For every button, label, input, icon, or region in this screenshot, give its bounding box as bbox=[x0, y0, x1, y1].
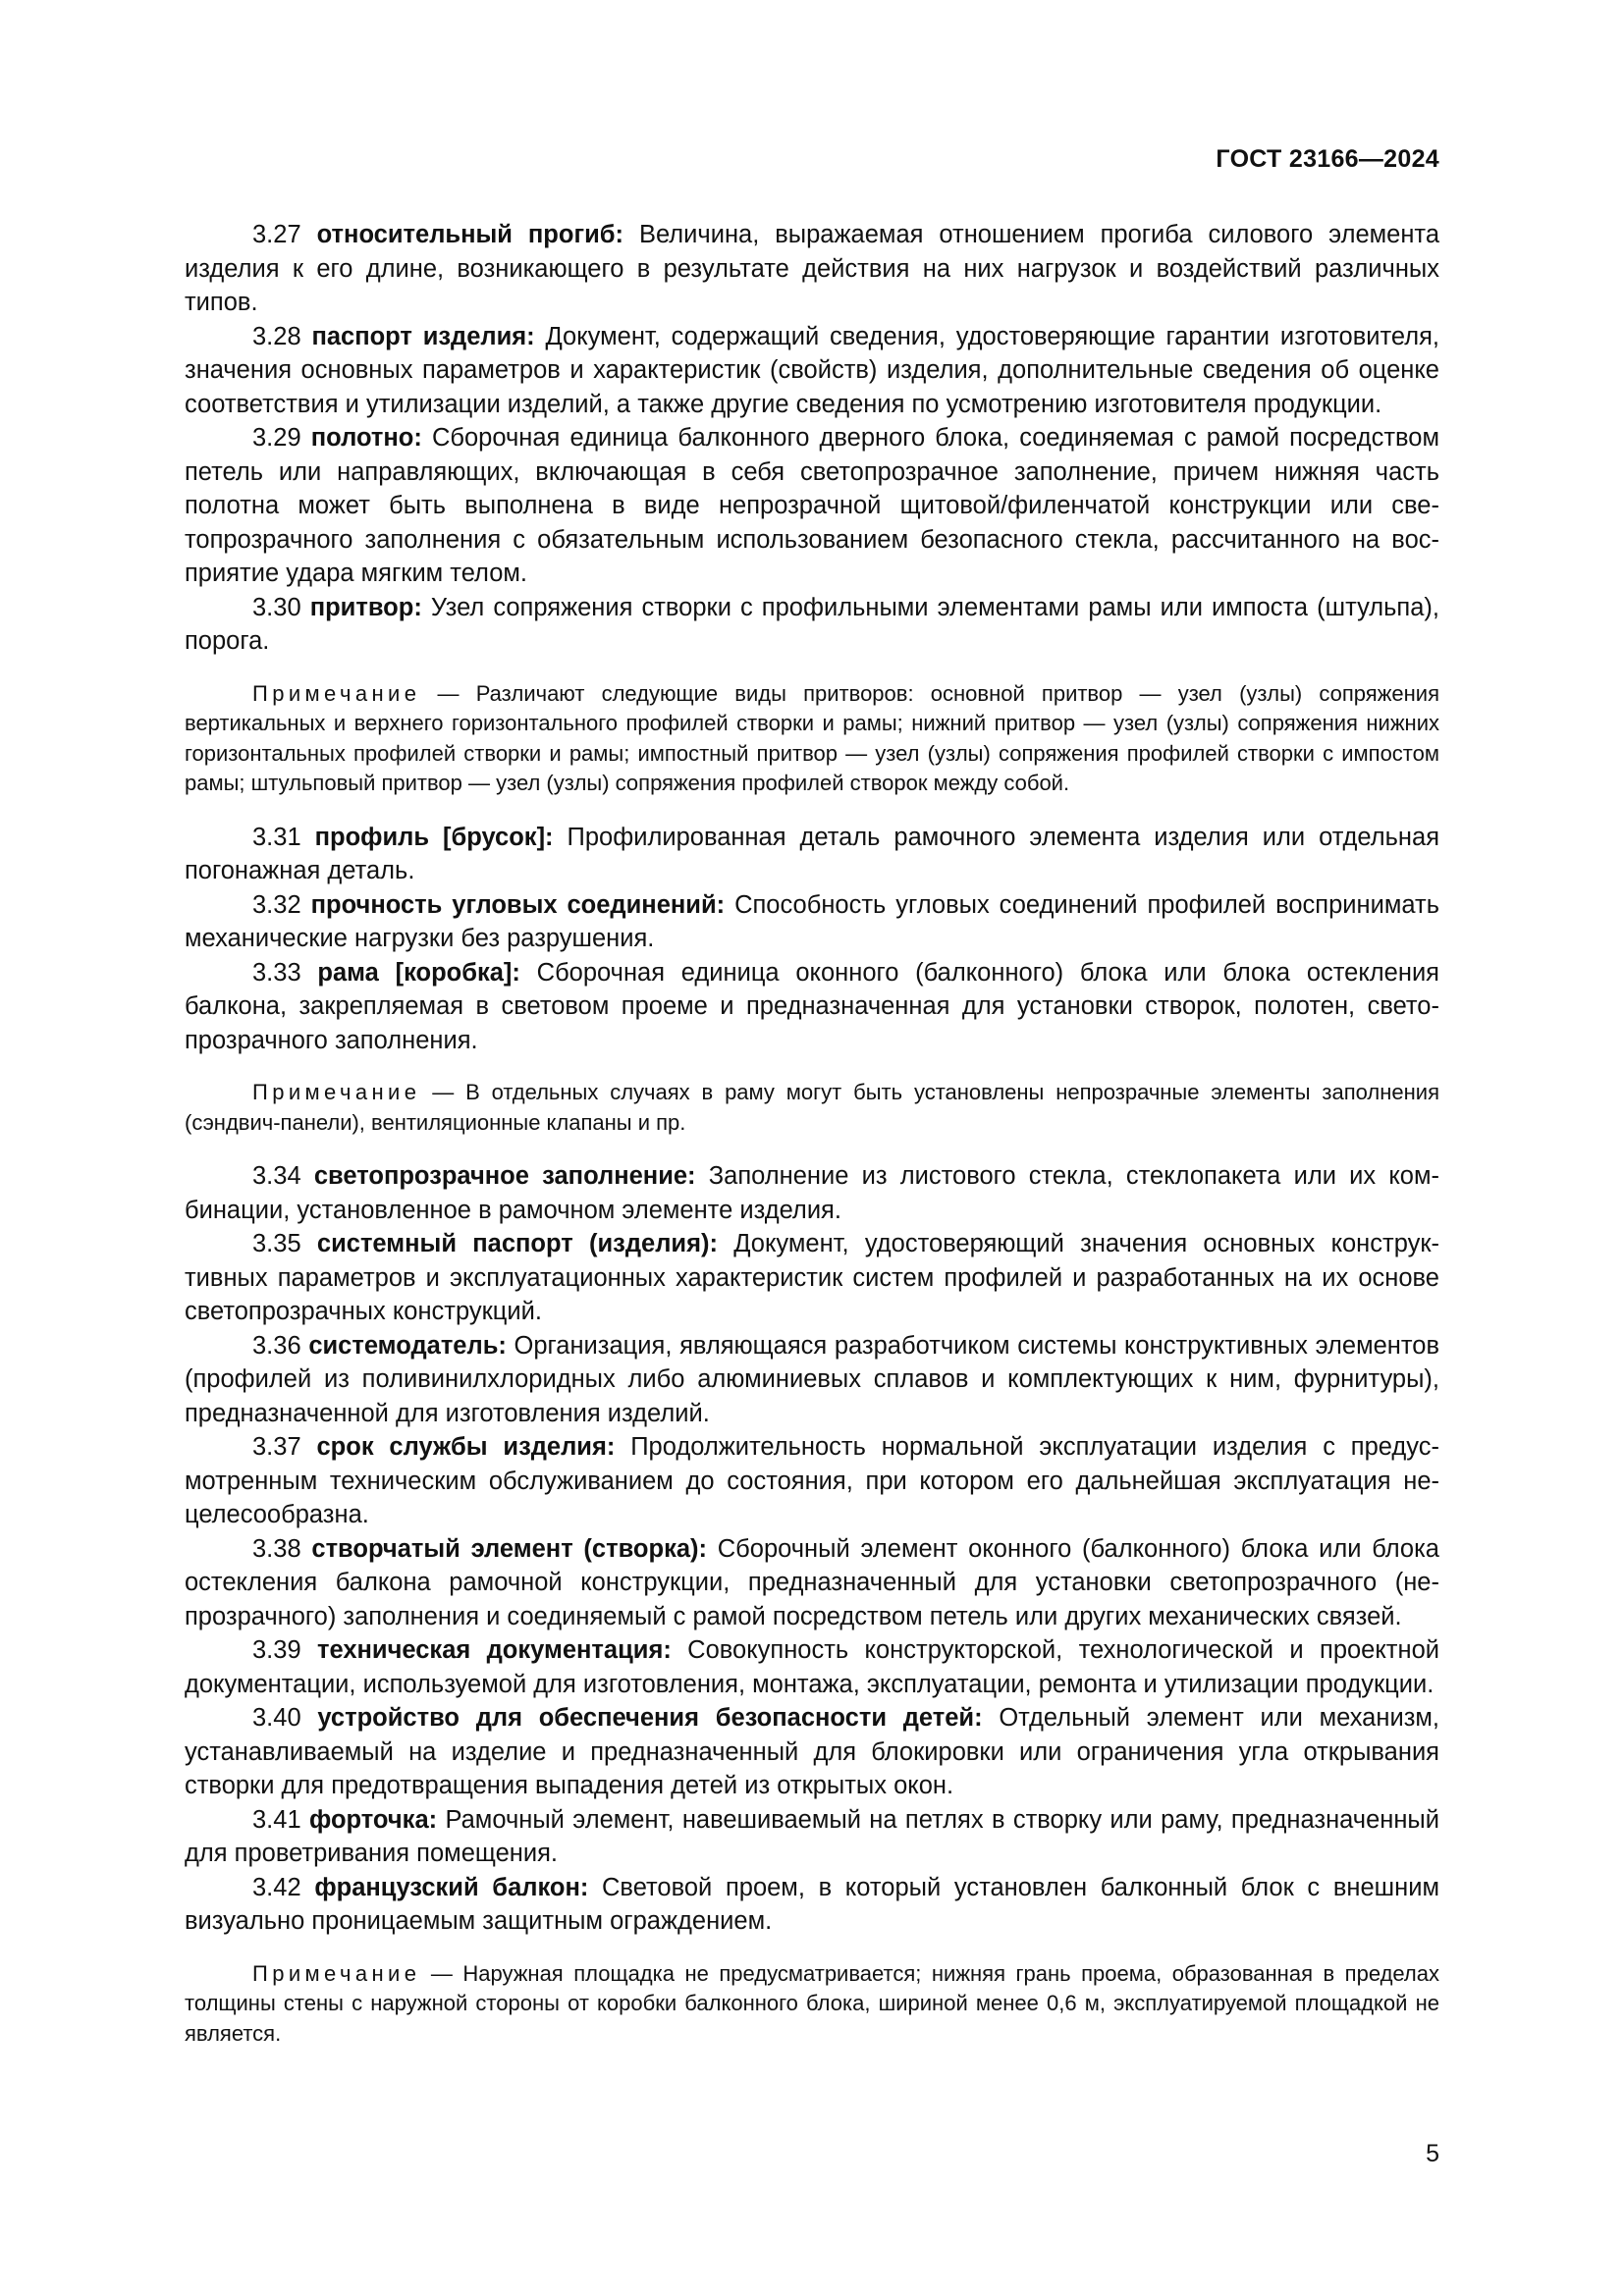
term-definition: Сборочная единица оконного (балконного) блока или блока остекления балкона, закрепляемая в световом проеме и предназначенная для установки створок, полотен, светопрозрачного заполнения. bbox=[185, 958, 1439, 1054]
term-3-27 bbox=[185, 218, 1439, 320]
term-number: 3.28 bbox=[252, 322, 301, 350]
note-label: Примечание bbox=[252, 680, 421, 706]
term-3-38 bbox=[185, 1532, 1439, 1634]
term-name: створчатый элемент (створка): bbox=[311, 1534, 708, 1563]
term-number: 3.34 bbox=[252, 1162, 301, 1190]
term-definition: Способность угловых соединений профилей воспринимать механические нагрузки без разрушения. bbox=[185, 890, 1439, 952]
term-name: относительный прогиб: bbox=[316, 221, 623, 248]
term-number: 3.39 bbox=[252, 1636, 301, 1664]
term-name: срок службы изделия: bbox=[316, 1433, 616, 1461]
term-3-31 bbox=[185, 821, 1439, 888]
note-text: — Различают следующие виды притворов: основной притвор — узел (узлы) сопряжения вертикальных и верхнего горизонтального профилей створки и рамы; нижний притвор — узел (узлы) сопряжения нижних горизонтальных профилей створки и рамы; импостный притвор — узел (узлы) сопряжения профилей створки с импостом рамы; штульповый притвор — узел (узлы) сопряжения профилей створок между собой. bbox=[185, 680, 1439, 795]
term-definition: Отдельный элемент или механизм, устанавливаемый на изделие и предназначенный для блокировки или ограничения угла открывания створки для предотвращения выпадения детей из открытых окон. bbox=[185, 1704, 1439, 1799]
term-name: системодатель: bbox=[308, 1331, 507, 1360]
note-3-33 bbox=[185, 1078, 1439, 1138]
term-number: 3.41 bbox=[252, 1805, 301, 1834]
term-definition: Сборочная единица балконного дверного блока, соединяемая с рамой посредством петель или направляющих, включающая в себя светопрозрачное заполнение, причем нижняя часть полотна может быть выполнена в виде непрозрачной щитовой/филенчатой конструкции или светопрозрачного заполнения с обязательным использованием безопасного стекла, рассчитанного на восприятие удара мягким телом. bbox=[185, 424, 1439, 587]
term-definition: Совокупность конструкторской, технологической и проектной документации, используемой для изготовления, монтажа, эксплуатации, ремонта и утилизации продукции. bbox=[185, 1636, 1439, 1698]
term-definition: Сборочный элемент оконного (балконного) блока или блока остекления балкона рамочной конструкции, предназначенный для установки светопрозрачного (непрозрачного) заполнения и соединяемый с рамой посредством петель или других механических связей. bbox=[185, 1534, 1439, 1630]
term-3-37 bbox=[185, 1430, 1439, 1532]
term-name: профиль [брусок]: bbox=[314, 823, 554, 851]
term-3-28 bbox=[185, 320, 1439, 422]
term-number: 3.31 bbox=[252, 823, 301, 851]
term-name: системный паспорт (изделия): bbox=[316, 1230, 718, 1257]
note-text: — В отдельных случаях в раму могут быть установлены непрозрачные элементы заполнения (сэндвич-панели), вентиляционные клапаны и пр. bbox=[185, 1080, 1439, 1135]
term-number: 3.33 bbox=[252, 958, 301, 987]
term-number: 3.36 bbox=[252, 1331, 301, 1360]
term-name: притвор: bbox=[309, 593, 422, 621]
term-number: 3.42 bbox=[252, 1873, 301, 1901]
note-3-30 bbox=[185, 679, 1439, 799]
term-3-39 bbox=[185, 1633, 1439, 1701]
term-name: прочность угловых соединений: bbox=[310, 890, 726, 919]
term-3-41 bbox=[185, 1803, 1439, 1871]
terms-list bbox=[185, 218, 1439, 2070]
term-3-35 bbox=[185, 1227, 1439, 1329]
term-name: форточка: bbox=[308, 1805, 438, 1834]
term-definition: Величина, выражаемая отношением прогиба силового элемента изделия к его длине, возникающего в результате действия на них нагрузок и воздействий различных типов. bbox=[185, 221, 1440, 316]
note-3-42 bbox=[185, 1959, 1439, 2050]
term-name: французский балкон: bbox=[314, 1873, 589, 1901]
term-number: 3.40 bbox=[252, 1704, 301, 1732]
term-3-42 bbox=[185, 1871, 1439, 1939]
term-number: 3.30 bbox=[252, 593, 301, 621]
term-definition: Документ, содержащий сведения, удостоверяющие гарантии изготовителя, значения основных параметров и характеристик (свойств) изделия, дополнительные сведения об оценке соответствия и утилизации изделий, а также другие сведения по усмотрению изготовителя продукции. bbox=[185, 322, 1439, 418]
term-definition: Заполнение из листового стекла, стеклопакета или их комбинации, установленное в рамочном элементе изделия. bbox=[185, 1162, 1440, 1224]
term-3-29 bbox=[185, 421, 1439, 591]
term-definition: Рамочный элемент, навешиваемый на петлях в створку или раму, предназначенный для проветривания помещения. bbox=[185, 1805, 1439, 1867]
term-number: 3.29 bbox=[252, 424, 301, 452]
term-name: техническая документация: bbox=[317, 1636, 672, 1664]
term-3-33 bbox=[185, 956, 1439, 1058]
term-name: светопрозрачное заполнение: bbox=[313, 1162, 696, 1190]
term-3-32 bbox=[185, 888, 1439, 956]
term-name: паспорт изделия: bbox=[311, 322, 535, 350]
term-3-36 bbox=[185, 1329, 1439, 1431]
note-label: Примечание bbox=[252, 1080, 421, 1104]
term-definition: Профилированная деталь рамочного элемента изделия или отдельная погонажная деталь. bbox=[185, 823, 1439, 884]
term-number: 3.27 bbox=[252, 221, 301, 248]
term-number: 3.35 bbox=[252, 1230, 301, 1257]
page-number: 5 bbox=[1426, 2140, 1439, 2167]
term-3-40 bbox=[185, 1701, 1439, 1803]
term-name: полотно: bbox=[310, 424, 422, 452]
term-3-30 bbox=[185, 591, 1439, 659]
term-definition: Продолжительность нормальной эксплуатации изделия с предусмотренным техническим обслуживанием до состояния, при котором его дальнейшая эксплуатация нецелесообразна. bbox=[185, 1433, 1439, 1528]
term-name: рама [коробка]: bbox=[317, 958, 520, 987]
term-number: 3.37 bbox=[252, 1433, 301, 1461]
note-text: — Наружная площадка не предусматривается; нижняя грань проема, образованная в пределах толщины стены с наружной стороны от коробки балконного блока, шириной менее 0,6 м, эксплуатируемой площадкой не является. bbox=[185, 1960, 1439, 2046]
term-number: 3.32 bbox=[252, 890, 301, 919]
standard-header: ГОСТ 23166—2024 bbox=[1216, 145, 1439, 173]
term-definition: Документ, удостоверяющий значения основных конструктивных параметров и эксплуатационных характеристик систем профилей и разработанных на их основе светопрозрачных конструкций. bbox=[185, 1230, 1440, 1325]
note-label: Примечание bbox=[252, 1960, 421, 1986]
term-definition: Организация, являющаяся разработчиком системы конструктивных элементов (профилей из поливинилхлоридных либо алюминиевых сплавов и комплектующих к ним, фурнитуры), предназначенной для изготовления изделий. bbox=[185, 1331, 1440, 1427]
term-definition: Световой проем, в который установлен балконный блок с внешним визуально проницаемым защитным ограждением. bbox=[185, 1873, 1439, 1935]
term-name: устройство для обеспечения безопасности детей: bbox=[317, 1704, 983, 1732]
term-3-34 bbox=[185, 1159, 1439, 1227]
term-number: 3.38 bbox=[252, 1534, 301, 1563]
term-definition: Узел сопряжения створки с профильными элементами рамы или импоста (штульпа), порога. bbox=[185, 593, 1439, 655]
